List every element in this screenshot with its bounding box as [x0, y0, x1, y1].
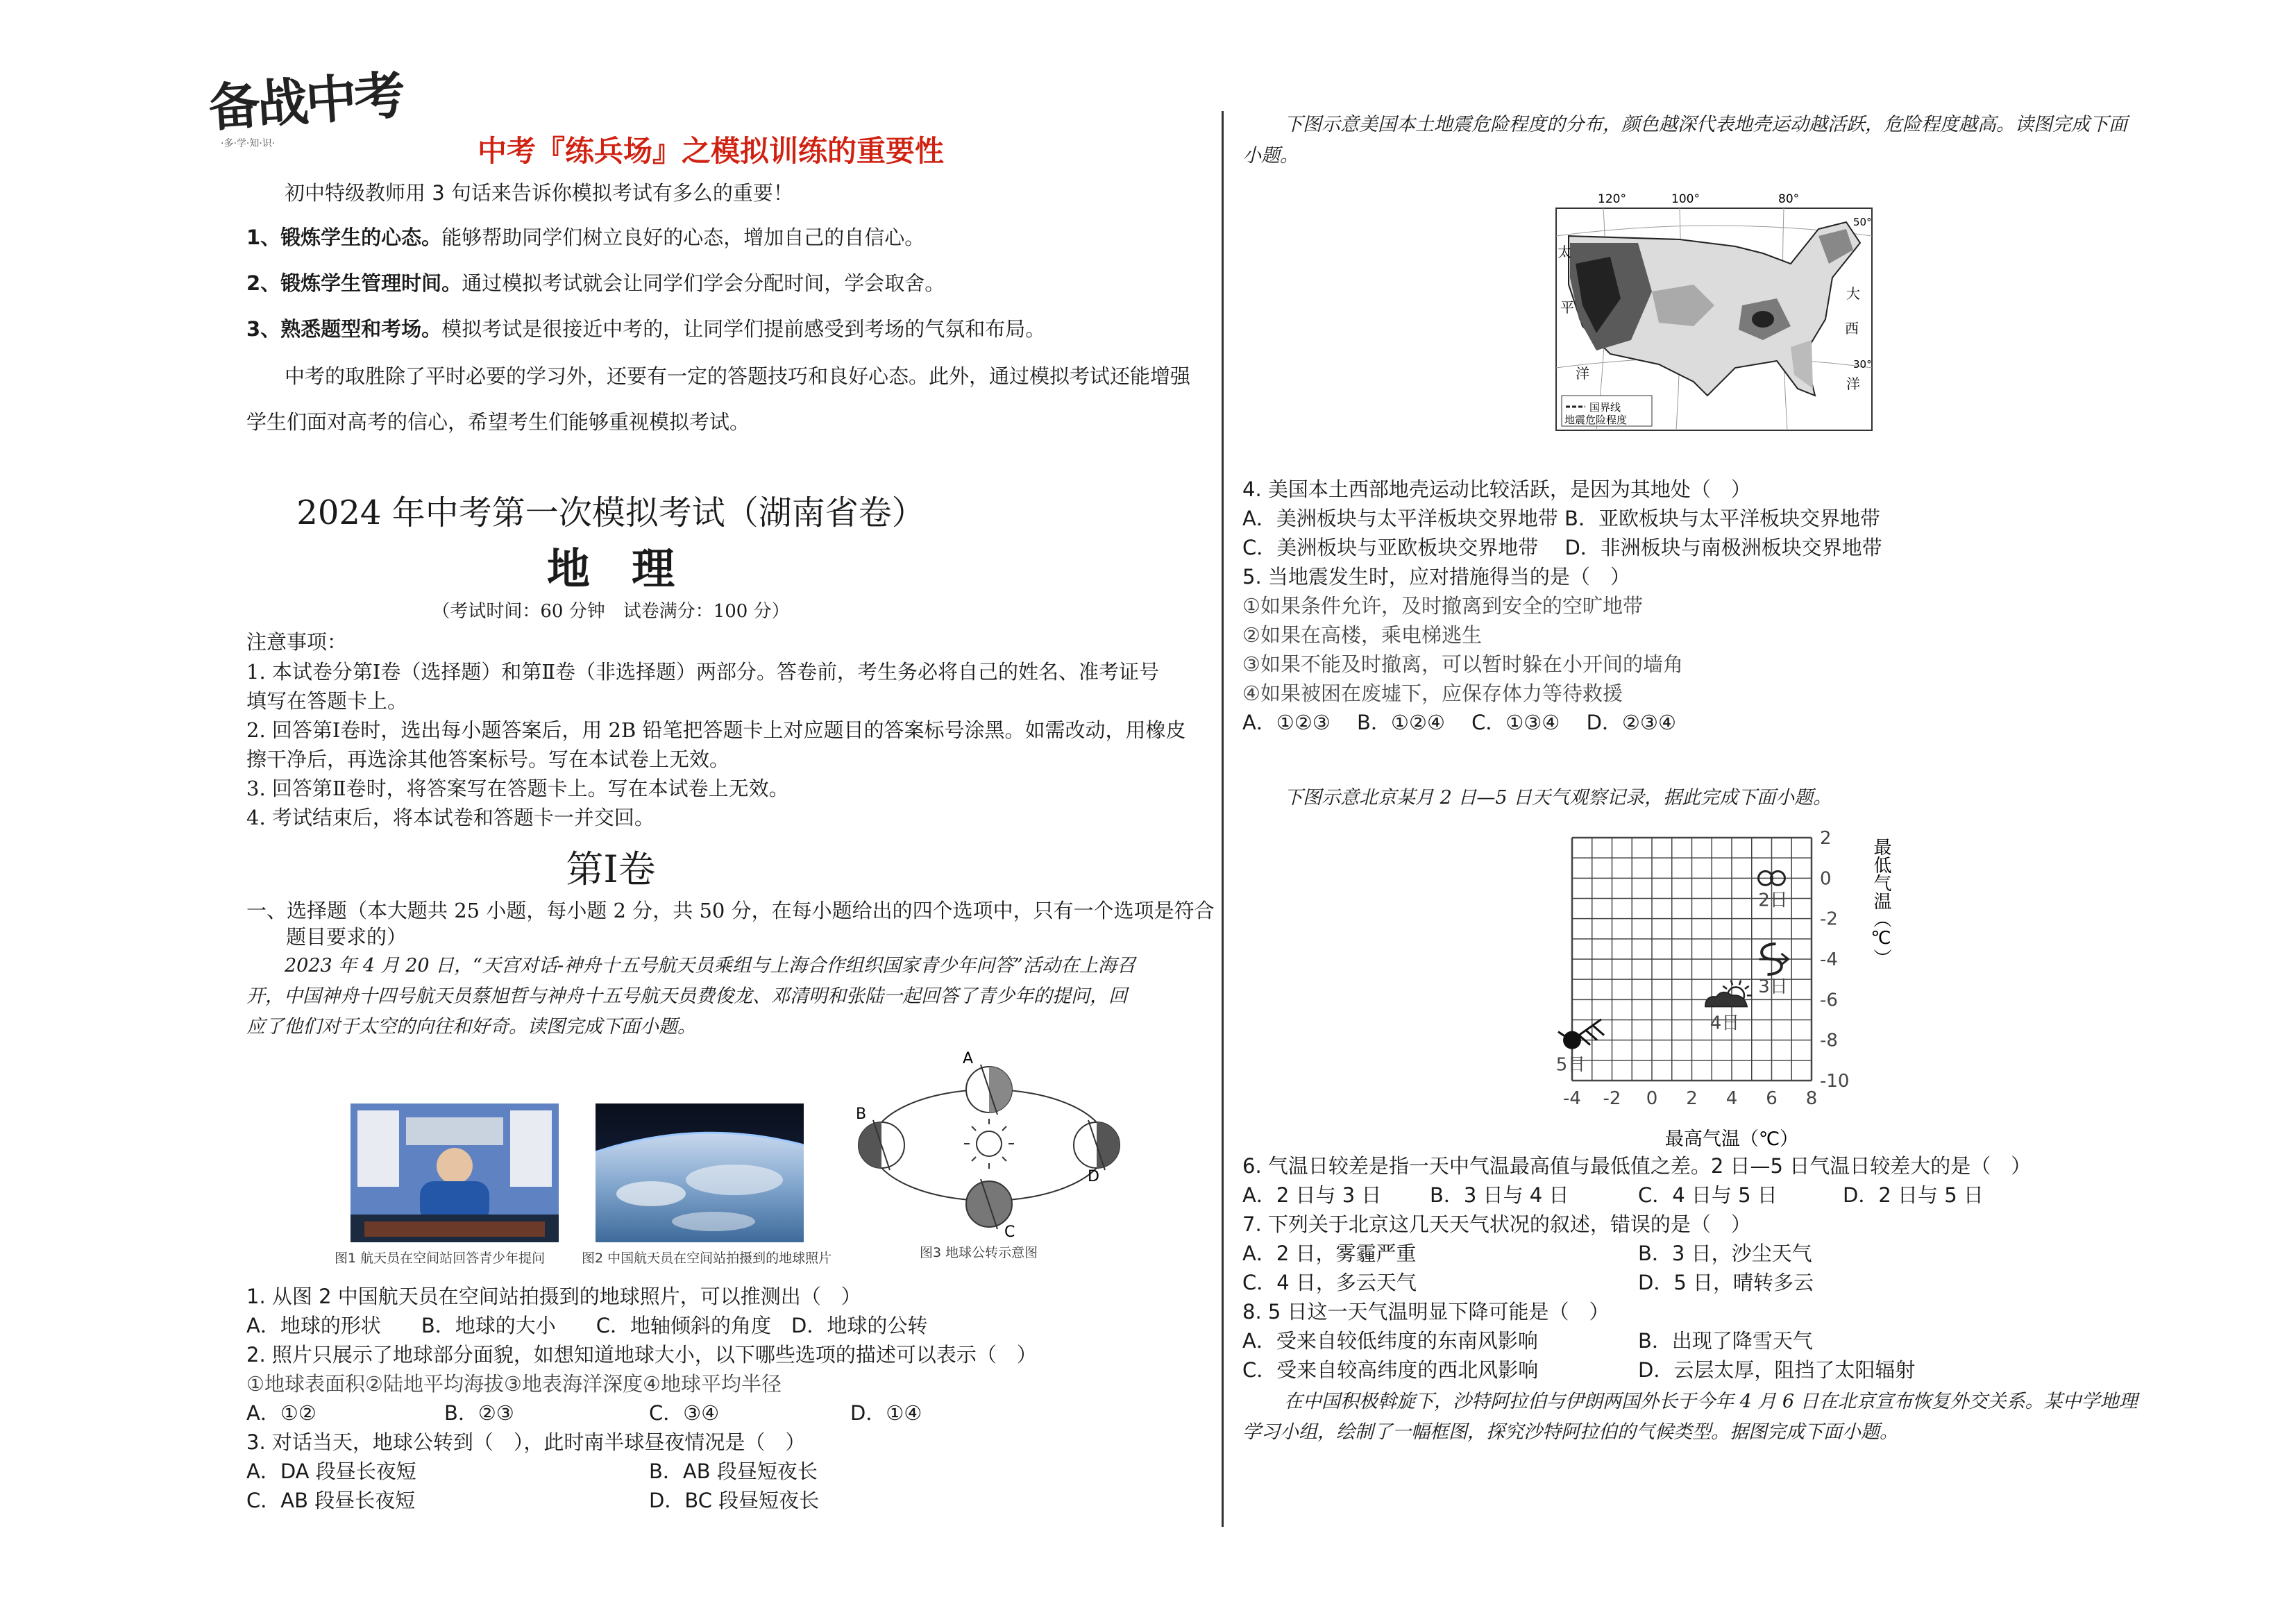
y-axis-label: 最低气温（℃）	[1871, 838, 1891, 967]
point-label: 5日	[1555, 1054, 1586, 1076]
q3-option-d: D．BC 段昼短夜长	[649, 1489, 820, 1512]
closing-line-1: 中考的取胜除了平时必要的学习外，还要有一定的答题技巧和良好心态。此外，通过模拟考试还能增强	[285, 364, 1191, 388]
x-tick-label: -4	[1563, 1088, 1581, 1109]
weather-chart	[1544, 829, 1919, 1149]
passage-line: 开，中国神舟十四号航天员蔡旭哲与神舟十五号航天员费俊龙、邓清明和张陆一起回答了青少年的提问，回	[246, 986, 1127, 1007]
legend-hazard-label: 地震危险程度	[1564, 414, 1628, 426]
saudi-intro-line: 学习小组，绘制了一幅框图，探究沙特阿拉伯的气候类型。据图完成下面小题。	[1242, 1421, 1898, 1443]
q2-option-a: A．①②	[246, 1401, 316, 1425]
question-7: 7. 下列关于北京这几天天气状况的叙述，错误的是（ ）	[1242, 1212, 1751, 1236]
point-label: 2日	[1758, 890, 1788, 911]
note-line: 填写在答题卡上。	[246, 689, 408, 713]
q5-item: ①如果条件允许，及时撤离到安全的空旷地带	[1242, 594, 1643, 618]
y-tick-label: -4	[1820, 949, 1838, 970]
earth-globe-d	[1074, 1120, 1120, 1170]
q4-options-line: C．美洲板块与亚欧板块交界地带 D．非洲板块与南极洲板块交界地带	[1242, 536, 1882, 559]
passage-line: 2023 年 4 月 20 日，“天宫对话-神舟十五号航天员乘组与上海合作组织国家青少年问答”活动在上海召	[285, 955, 1136, 976]
part-one-title: 第Ⅰ卷	[566, 847, 656, 891]
legend-border-label: 国界线	[1589, 401, 1621, 414]
question-6: 6. 气温日较差是指一天中气温最高值与最低值之差。2 日—5 日气温日较差大的是（ ）	[1242, 1154, 2032, 1178]
q2-option-c: C．③④	[649, 1401, 720, 1425]
saudi-intro-line: 在中国积极斡旋下，沙特阿拉伯与伊朗两国外长于今年 4 月 6 日在北京宣布恢复外交关系。某中学地理	[1284, 1391, 2138, 1412]
earth-photo	[596, 1103, 804, 1242]
exam-title: 2024 年中考第一次模拟考试（湖南省卷）	[296, 493, 925, 532]
question-2: 2. 照片只展示了地球部分面貌，如想知道地球大小，以下哪些选项的描述可以表示（ ）	[246, 1343, 1037, 1367]
q5-item: ③如果不能及时撤离，可以暂时躲在小开间的墙角	[1242, 652, 1683, 676]
section-1-header-cont: 题目要求的）	[286, 925, 407, 949]
orbit-label-b: B	[856, 1106, 867, 1123]
closing-line-2: 学生们面对高考的信心，希望考生们能够重视模拟考试。	[246, 410, 750, 434]
point-1-text: 能够帮助同学们树立良好的心态，增加自己的自信心。	[441, 226, 925, 249]
y-tick-label: 0	[1820, 868, 1832, 890]
weather-point-partly-cloudy	[1705, 980, 1752, 1033]
question-5: 5. 当地震发生时，应对措施得当的是（ ）	[1242, 565, 1630, 589]
fig3-caption: 图3 地球公转示意图	[920, 1245, 1038, 1260]
orbit-label-d: D	[1088, 1168, 1099, 1185]
y-tick-label: -6	[1820, 990, 1838, 1011]
q5-item: ④如果被困在废墟下，应保存体力等待救援	[1242, 682, 1623, 705]
ocean-label: 洋	[1846, 375, 1860, 392]
lat-label: 50°	[1853, 216, 1872, 228]
sun-icon	[964, 1119, 1014, 1169]
point-1-bold: 1、锻炼学生的心态。	[246, 226, 442, 249]
sun-ray	[1739, 980, 1741, 985]
note-line: 擦干净后，再选涂其他答案标号。写在本试卷上无效。	[246, 747, 730, 771]
point-2-bold: 2、锻炼学生管理时间。	[246, 271, 462, 295]
x-tick-label: -2	[1603, 1088, 1621, 1109]
orbit-diagram	[850, 1048, 1128, 1242]
point-3	[246, 315, 1045, 343]
note-line: 3. 回答第Ⅱ卷时，将答案写在答题卡上。写在本试卷上无效。	[246, 777, 789, 800]
point-2-text: 通过模拟考试就会让同学们学会分配时间，学会取舍。	[462, 271, 945, 295]
q6-option-d: D．2 日与 5 日	[1843, 1183, 1984, 1207]
ocean-label: 大	[1846, 285, 1860, 302]
q4-options-line: A．美洲板块与太平洋板块交界地带 B．亚欧板块与太平洋板块交界地带	[1242, 507, 1880, 530]
q5-options: A．①②③ B．①②④ C．①③④ D．②③④	[1242, 711, 1676, 734]
earth-globe-b	[859, 1120, 904, 1170]
y-tick-label: 2	[1820, 829, 1832, 849]
q2-option-b: B．②③	[444, 1401, 514, 1425]
question-1-options: A．地球的形状 B．地球的大小 C．地轴倾斜的角度 D．地球的公转	[246, 1314, 928, 1337]
weather-point-haze	[1758, 871, 1788, 911]
q8-option-d: D．云层太厚，阻挡了太阳辐射	[1638, 1358, 1916, 1382]
weather-point-sunny-with-wind	[1556, 1020, 1604, 1076]
q7-option-b: B．3 日，沙尘天气	[1638, 1242, 1812, 1265]
fig1-caption: 图1 航天员在空间站回答青少年提问	[335, 1251, 546, 1266]
q7-option-d: D．5 日，晴转多云	[1638, 1271, 1814, 1294]
q2-option-d: D．①④	[850, 1401, 922, 1425]
x-tick-label: 4	[1725, 1088, 1738, 1109]
point-3-bold: 3、熟悉题型和考场。	[246, 317, 442, 341]
question-3: 3. 对话当天，地球公转到（ ），此时南半球昼夜情况是（ ）	[246, 1430, 806, 1454]
lon-label: 80°	[1778, 192, 1800, 206]
weather-intro: 下图示意北京某月 2 日—5 日天气观察记录，据此完成下面小题。	[1284, 787, 1832, 809]
question-4: 4. 美国本土西部地壳运动比较活跃，是因为其地处（ ）	[1242, 477, 1751, 501]
orbit-label-c: C	[1004, 1224, 1015, 1241]
note-line: 4. 考试结束后，将本试卷和答题卡一并交回。	[246, 806, 655, 829]
note-line: 2. 回答第Ⅰ卷时，选出每小题答案后，用 2B 铅笔把答题卡上对应题目的答案标号涂黑。如需改动，用橡皮	[246, 718, 1186, 742]
q8-option-b: B．出现了降雪天气	[1638, 1329, 1813, 1353]
astronaut-photo	[351, 1103, 559, 1242]
x-tick-label: 8	[1805, 1088, 1818, 1109]
y-tick-label: -2	[1820, 908, 1838, 930]
q3-option-c: C．AB 段昼长夜短	[246, 1489, 416, 1512]
ocean-label: 西	[1845, 320, 1859, 337]
lon-label: 120°	[1598, 192, 1626, 206]
q3-option-a: A．DA 段昼长夜短	[246, 1460, 416, 1483]
ocean-label: 平	[1560, 299, 1574, 316]
header-title: 中考『练兵场』之模拟训练的重要性	[478, 134, 945, 168]
notes-title: 注意事项：	[246, 630, 348, 654]
y-tick-label: -10	[1820, 1071, 1850, 1092]
q5-item: ②如果在高楼，乘电梯逃生	[1242, 623, 1482, 647]
ocean-label: 太	[1558, 244, 1571, 260]
lon-label: 100°	[1671, 192, 1700, 206]
us-earthquake-map	[1555, 187, 1881, 451]
lat-label: 30°	[1853, 358, 1872, 371]
logo-text: 备战中考	[206, 65, 405, 139]
passage-line: 应了他们对于太空的向往和好奇。读图完成下面小题。	[246, 1016, 696, 1038]
exam-subject: 地理	[546, 543, 716, 594]
note-line: 1. 本试卷分第Ⅰ卷（选择题）和第Ⅱ卷（非选择题）两部分。答卷前，考生务必将自己的姓名、准考证号	[246, 660, 1160, 684]
fig2-caption: 图2 中国航天员在空间站拍摄到的地球照片	[582, 1251, 832, 1266]
q8-option-c: C．受来自较高纬度的西北风影响	[1242, 1358, 1539, 1382]
logo-subtitle: ·多·学·知·识·	[221, 138, 276, 149]
sun-ray	[1723, 986, 1727, 989]
x-tick-label: 2	[1686, 1088, 1698, 1109]
point-3-text: 模拟考试是很接近中考的，让同学们提前感受到考场的气氛和布局。	[441, 317, 1046, 341]
question-8: 8. 5 日这一天气温明显下降可能是（ ）	[1242, 1300, 1610, 1323]
intro-line: 初中特级教师用 3 句话来告诉你模拟考试有多么的重要！	[285, 181, 793, 205]
question-1: 1. 从图 2 中国航天员在空间站拍摄到的地球照片，可以推测出（ ）	[246, 1285, 861, 1308]
point-label: 4日	[1710, 1013, 1740, 1034]
q6-option-b: B．3 日与 4 日	[1430, 1183, 1569, 1207]
column-divider	[1222, 111, 1224, 1527]
exam-meta: （考试时间：60 分钟 试卷满分：100 分）	[432, 601, 790, 622]
q8-option-a: A．受来自较低纬度的东南风影响	[1242, 1329, 1538, 1353]
x-tick-label: 0	[1646, 1088, 1658, 1109]
sun-ray	[1745, 986, 1749, 989]
y-tick-label: -8	[1820, 1030, 1838, 1051]
question-2-items: ①地球表面积②陆地平均海拔③地表海洋深度④地球平均半径	[246, 1372, 782, 1396]
orbit-label-a: A	[963, 1050, 974, 1067]
wind-feather	[1593, 1026, 1604, 1035]
x-tick-label: 6	[1766, 1088, 1778, 1109]
point-label: 3日	[1758, 976, 1788, 997]
ocean-label: 洋	[1576, 365, 1589, 382]
map-intro-line: 下图示意美国本土地震危险程度的分布，颜色越深代表地壳运动越活跃，危险程度越高。读图完成下面	[1284, 114, 2127, 135]
map-intro-line: 小题。	[1242, 145, 1299, 167]
x-axis-label: 最高气温（℃）	[1664, 1128, 1799, 1149]
q6-option-a: A．2 日与 3 日	[1242, 1183, 1382, 1207]
earth-globe-c	[966, 1179, 1012, 1229]
q6-option-c: C．4 日与 5 日	[1638, 1183, 1778, 1207]
q7-option-c: C．4 日，多云天气	[1242, 1271, 1417, 1294]
weather-point-sandstorm	[1758, 944, 1788, 997]
point-2	[246, 269, 945, 297]
q7-option-a: A．2 日，雾霾严重	[1242, 1242, 1417, 1265]
point-1	[246, 223, 925, 251]
earth-globe-a	[966, 1065, 1012, 1115]
section-1-header: 一、选择题（本大题共 25 小题，每小题 2 分，共 50 分，在每小题给出的四个选项中，只有一个选项是符合	[246, 899, 1215, 922]
q3-option-b: B．AB 段昼短夜长	[649, 1460, 818, 1483]
